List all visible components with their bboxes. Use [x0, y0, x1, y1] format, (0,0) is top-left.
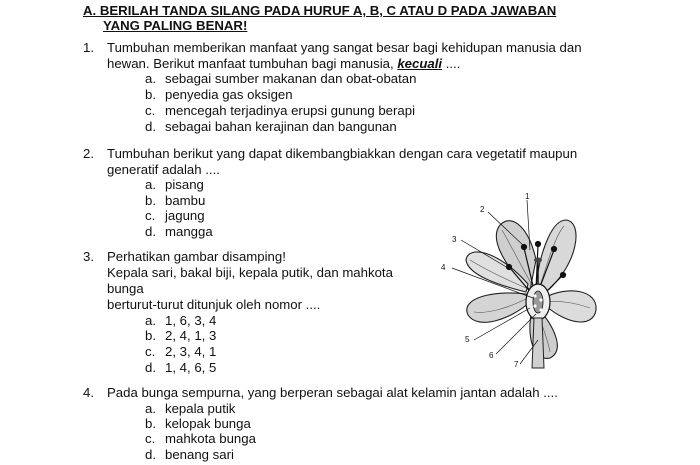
section-heading [83, 3, 603, 33]
question-1-text [107, 40, 619, 72]
q2-option-a[interactable]: a. pisang [145, 177, 204, 192]
q3-option-d[interactable]: d. 1, 4, 6, 5 [145, 360, 217, 375]
q1-option-c[interactable]: c. mencegah terjadinya erupsi gunung berapi [145, 103, 416, 118]
q1-option-a[interactable]: a. sebagai sumber makanan dan obat-obatan [145, 71, 417, 86]
question-3-line-2: Kepala sari, bakal biji, kepala putik, dan mahkota [107, 265, 393, 280]
flower-diagram [438, 190, 608, 370]
figure-label-4: 4 [441, 263, 446, 272]
q3-option-c[interactable]: c. 2, 3, 4, 1 [145, 344, 217, 359]
figure-label-7: 7 [514, 360, 519, 369]
question-3-number: 3. [83, 249, 94, 264]
q1-option-d[interactable]: d. sebagai bahan kerajinan dan bangunan [145, 119, 397, 134]
q2-option-c[interactable]: c. jagung [145, 208, 205, 223]
question-3-line-1: Perhatikan gambar disamping! [107, 249, 286, 264]
heading-line-1: A. BERILAH TANDA SILANG PADA HURUF A, B, C ATAU D PADA JAWABAN [83, 3, 557, 18]
question-2-text [107, 146, 619, 178]
question-2-line-2: generatif adalah .... [107, 162, 220, 177]
question-1-line-2: hewan. Berikut manfaat tumbuhan bagi manusia, [107, 56, 394, 71]
figure-label-3: 3 [452, 235, 457, 244]
q2-option-b[interactable]: b. bambu [145, 193, 206, 208]
question-2-line-1: Tumbuhan berikut yang dapat dikembangbiakkan dengan cara vegetatif maupun [107, 146, 578, 161]
figure-label-2: 2 [480, 205, 485, 214]
kecuali-emphasis: kecuali [397, 56, 443, 71]
question-1-ellipsis: .... [445, 56, 461, 71]
q4-option-a[interactable]: a. kepala putik [145, 401, 236, 416]
question-3-line-3: bunga [107, 281, 144, 296]
q2-option-d[interactable]: d. mangga [145, 224, 213, 239]
q4-option-d[interactable]: d. benang sari [145, 447, 234, 462]
question-1-line-1: Tumbuhan memberikan manfaat yang sangat besar bagi kehidupan manusia dan [107, 40, 582, 55]
q4-option-b[interactable]: b. kelopak bunga [145, 416, 251, 431]
figure-label-1: 1 [525, 192, 530, 201]
figure-label-6: 6 [489, 351, 494, 360]
q3-option-b[interactable]: b. 2, 4, 1, 3 [145, 328, 217, 343]
q1-option-b[interactable]: b. penyedia gas oksigen [145, 87, 293, 102]
question-4-text: Pada bunga sempurna, yang berperan sebagai alat kelamin jantan adalah .... [107, 385, 558, 400]
figure-label-5: 5 [465, 335, 470, 344]
heading-line-2: YANG PALING BENAR! [103, 18, 248, 33]
question-3-line-4: berturut-turut ditunjuk oleh nomor .... [107, 297, 321, 312]
question-3-text [107, 249, 427, 313]
question-4-number: 4. [83, 385, 94, 400]
q4-option-c[interactable]: c. mahkota bunga [145, 431, 256, 446]
q3-option-a[interactable]: a. 1, 6, 3, 4 [145, 313, 217, 328]
question-2-number: 2. [83, 146, 94, 161]
question-1-number: 1. [83, 40, 94, 55]
